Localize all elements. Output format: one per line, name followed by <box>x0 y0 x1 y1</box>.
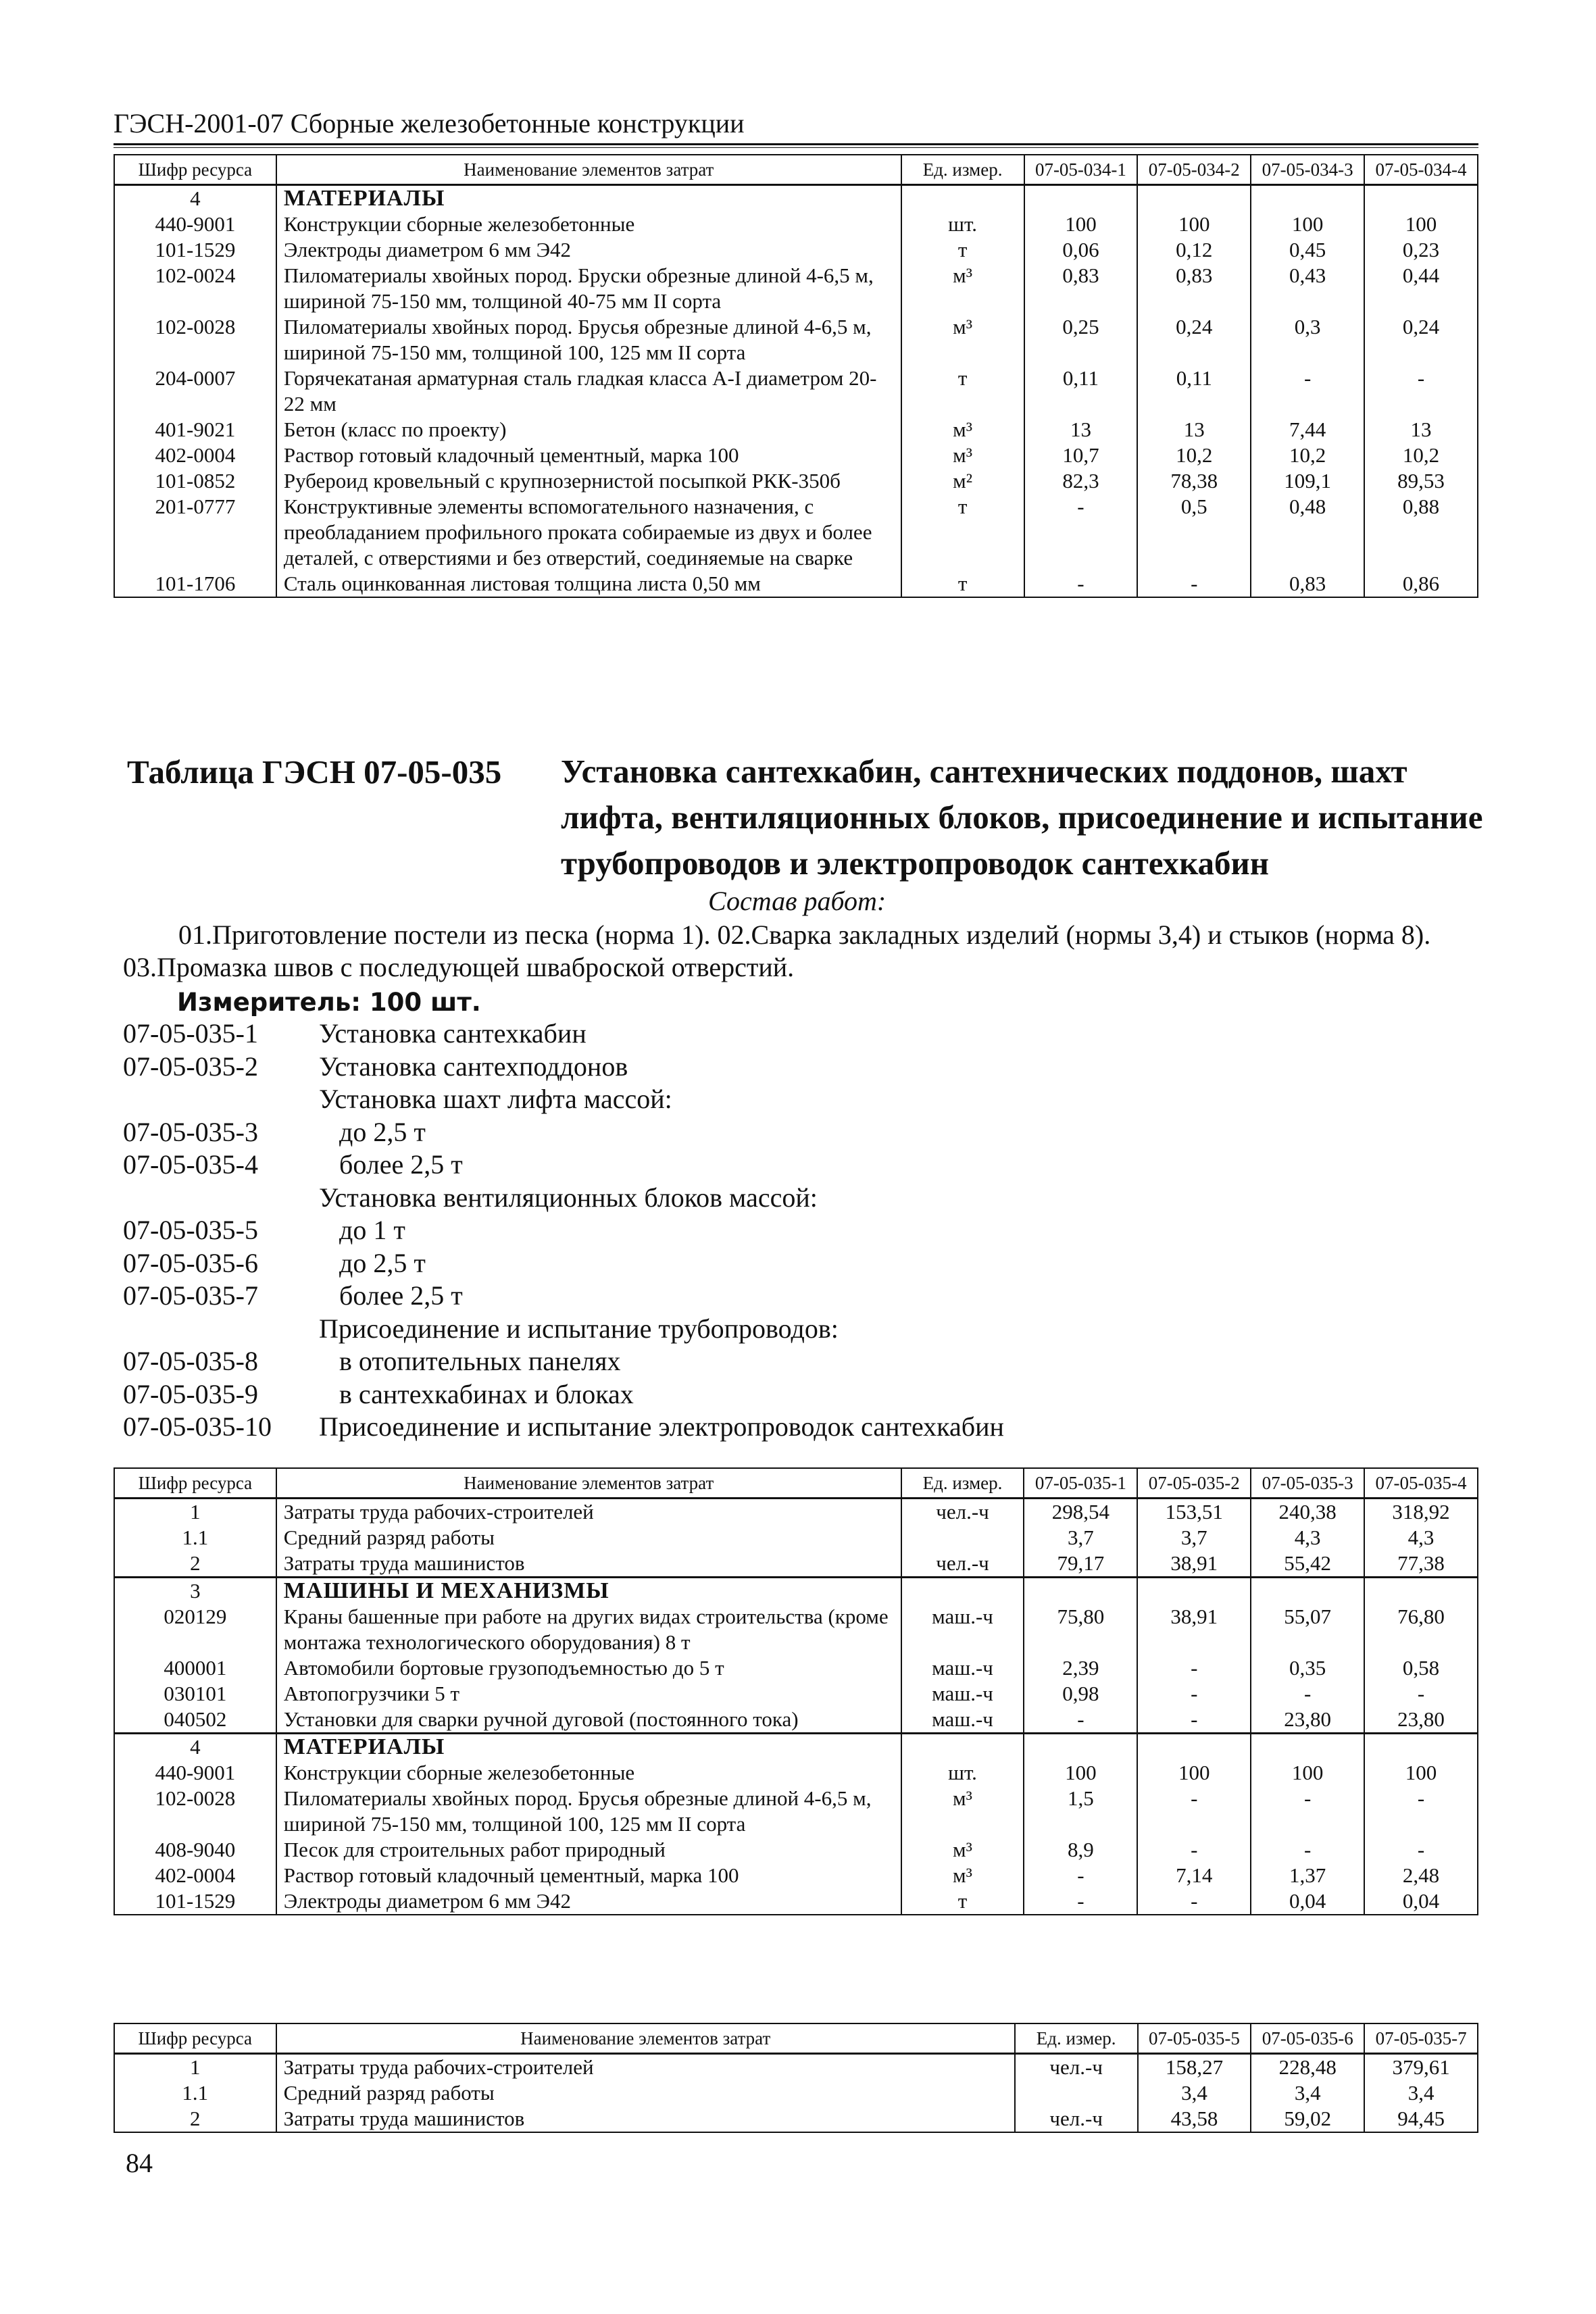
table-header-row <box>114 155 1478 185</box>
variant-row <box>123 1214 1004 1247</box>
resource-value <box>1364 1734 1478 1761</box>
resource-value: 0,58 <box>1364 1655 1478 1681</box>
variant-row <box>123 1247 1004 1280</box>
resource-value: 0,12 <box>1137 237 1251 263</box>
resource-code: 4 <box>114 185 276 212</box>
resource-code: 2 <box>114 1551 276 1578</box>
table-row <box>114 1863 1478 1888</box>
resource-value: 3,4 <box>1364 2080 1478 2106</box>
resource-value: 79,17 <box>1024 1551 1137 1578</box>
table-row <box>114 1604 1478 1655</box>
resource-code: 101-1706 <box>114 571 276 597</box>
variant-row <box>123 1083 1004 1116</box>
column-header: Наименование элементов затрат <box>276 1468 901 1499</box>
variant-code: 07-05-035-1 <box>123 1018 258 1049</box>
variant-text: до 1 т <box>339 1215 405 1245</box>
resource-name: Установки для сварки ручной дуговой (постоянного тока) <box>276 1707 901 1734</box>
resource-value <box>1364 185 1478 212</box>
resource-name: Горячекатаная арматурная сталь гладкая класса А-I диаметром 20-22 мм <box>276 366 901 417</box>
resource-name: Средний разряд работы <box>276 2080 1015 2106</box>
resource-value: 100 <box>1024 1760 1137 1786</box>
resource-value: 82,3 <box>1024 468 1138 494</box>
resource-value: 100 <box>1251 211 1364 237</box>
table-row <box>114 237 1478 263</box>
resource-unit: м³ <box>901 417 1024 443</box>
resource-code: 440-9001 <box>114 211 276 237</box>
resource-code: 401-9021 <box>114 417 276 443</box>
resource-code: 440-9001 <box>114 1760 276 1786</box>
resource-value: 89,53 <box>1364 468 1478 494</box>
resource-value: 13 <box>1137 417 1251 443</box>
table-row <box>114 1707 1478 1734</box>
resource-unit: м³ <box>901 1837 1024 1863</box>
table-label: Таблица ГЭСН 07-05-035 <box>127 753 502 790</box>
table-header-row <box>114 1468 1478 1499</box>
resource-value: - <box>1024 1863 1137 1888</box>
resource-value: 3,7 <box>1024 1525 1137 1551</box>
resource-value: 158,27 <box>1138 2054 1251 2081</box>
variant-code: 07-05-035-3 <box>123 1116 258 1147</box>
resource-value: 59,02 <box>1251 2106 1364 2132</box>
resource-value: - <box>1364 1786 1478 1837</box>
variant-code: 07-05-035-4 <box>123 1149 258 1180</box>
resource-value: - <box>1251 366 1364 417</box>
resource-code: 102-0028 <box>114 314 276 366</box>
resource-code: 101-0852 <box>114 468 276 494</box>
resource-value: 228,48 <box>1251 2054 1364 2081</box>
resource-code: 020129 <box>114 1604 276 1655</box>
table-row <box>114 1681 1478 1707</box>
measure-unit: Измеритель: 100 шт. <box>177 988 481 1017</box>
resource-value <box>1024 1578 1137 1605</box>
variant-code: 07-05-035-6 <box>123 1247 258 1278</box>
variant-row <box>123 1051 1004 1084</box>
resource-name: Раствор готовый кладочный цементный, марка 100 <box>276 443 901 468</box>
table-row <box>114 1551 1478 1578</box>
resource-value: 38,91 <box>1137 1551 1251 1578</box>
resource-value: 0,24 <box>1364 314 1478 366</box>
resource-value: - <box>1364 1681 1478 1707</box>
resource-name: Песок для строительных работ природный <box>276 1837 901 1863</box>
resource-value: 0,04 <box>1364 1888 1478 1915</box>
resource-value: 2,48 <box>1364 1863 1478 1888</box>
resource-value: 55,07 <box>1251 1604 1364 1655</box>
resource-value: - <box>1137 1786 1251 1837</box>
resource-name: МАТЕРИАЛЫ <box>276 1734 901 1761</box>
norm-variants-list <box>123 1017 1004 1444</box>
works-paragraph-2: 03.Промазка швов с последующей шваброской отверстий. <box>123 952 795 982</box>
column-header: 07-05-034-3 <box>1251 155 1364 185</box>
resource-unit: чел.-ч <box>901 1499 1024 1526</box>
resource-unit: маш.-ч <box>901 1707 1024 1734</box>
resource-name: Затраты труда машинистов <box>276 2106 1015 2132</box>
variant-row <box>123 1116 1004 1149</box>
variant-row <box>123 1182 1004 1215</box>
variant-text: более 2,5 т <box>339 1280 463 1311</box>
header-rule-thin <box>114 147 1478 148</box>
variant-code: 07-05-035-10 <box>123 1411 272 1442</box>
resource-value: 318,92 <box>1364 1499 1478 1526</box>
resource-value <box>1137 185 1251 212</box>
column-header: 07-05-034-2 <box>1137 155 1251 185</box>
resource-name: Электроды диаметром 6 мм Э42 <box>276 1888 901 1915</box>
resource-value: 77,38 <box>1364 1551 1478 1578</box>
column-header: Шифр ресурса <box>114 2023 276 2054</box>
resource-value: 0,25 <box>1024 314 1138 366</box>
resource-value: 3,7 <box>1137 1525 1251 1551</box>
variant-text: до 2,5 т <box>339 1247 426 1278</box>
variant-code: 07-05-035-7 <box>123 1280 258 1311</box>
resource-unit: м³ <box>901 1786 1024 1837</box>
variant-text: более 2,5 т <box>339 1149 463 1180</box>
resource-code: 2 <box>114 2106 276 2132</box>
resource-unit: м² <box>901 468 1024 494</box>
table-row <box>114 1786 1478 1837</box>
column-header: Ед. измер. <box>1015 2023 1138 2054</box>
table-row <box>114 571 1478 597</box>
resource-name: Конструкции сборные железобетонные <box>276 211 901 237</box>
resource-value: 75,80 <box>1024 1604 1137 1655</box>
resource-value: 43,58 <box>1138 2106 1251 2132</box>
resource-value: 10,7 <box>1024 443 1138 468</box>
page-header <box>114 108 1478 139</box>
resource-table-035-1-4 <box>114 1467 1478 1915</box>
table-row <box>114 2080 1478 2106</box>
resource-unit: м³ <box>901 263 1024 314</box>
table-row <box>114 2106 1478 2132</box>
resource-value: 0,98 <box>1024 1681 1137 1707</box>
resource-value: - <box>1251 1786 1364 1837</box>
resource-value: - <box>1251 1681 1364 1707</box>
resource-value: 153,51 <box>1137 1499 1251 1526</box>
resource-name: МАТЕРИАЛЫ <box>276 185 901 212</box>
resource-value: 0,5 <box>1137 494 1251 571</box>
header-rule <box>114 143 1478 145</box>
resource-unit: т <box>901 1888 1024 1915</box>
resource-name: Автопогрузчики 5 т <box>276 1681 901 1707</box>
column-header: Наименование элементов затрат <box>276 155 901 185</box>
resource-unit: чел.-ч <box>1015 2054 1138 2081</box>
resource-unit: маш.-ч <box>901 1655 1024 1681</box>
resource-name: Затраты труда рабочих-строителей <box>276 2054 1015 2081</box>
resource-name: Конструкции сборные железобетонные <box>276 1760 901 1786</box>
column-header: Ед. измер. <box>901 1468 1024 1499</box>
resource-unit: маш.-ч <box>901 1604 1024 1655</box>
resource-value: 7,14 <box>1137 1863 1251 1888</box>
table-row <box>114 314 1478 366</box>
table-header-row <box>114 2023 1478 2054</box>
resource-name: Средний разряд работы <box>276 1525 901 1551</box>
resource-value: 298,54 <box>1024 1499 1137 1526</box>
variant-row <box>123 1017 1004 1051</box>
variant-text: Установка вентиляционных блоков массой: <box>319 1182 818 1213</box>
resource-unit <box>901 1525 1024 1551</box>
table-row <box>114 494 1478 571</box>
resource-value: 0,06 <box>1024 237 1138 263</box>
resource-code: 3 <box>114 1578 276 1605</box>
resource-value: 0,35 <box>1251 1655 1364 1681</box>
resource-value: 240,38 <box>1251 1499 1364 1526</box>
table-row <box>114 263 1478 314</box>
resource-value <box>1024 185 1138 212</box>
table-row <box>114 211 1478 237</box>
resource-unit <box>901 1734 1024 1761</box>
table-row <box>114 1655 1478 1681</box>
resource-value: 0,11 <box>1024 366 1138 417</box>
page-header-title: ГЭСН-2001-07 Сборные железобетонные конструкции <box>114 108 745 139</box>
column-header: 07-05-035-7 <box>1364 2023 1478 2054</box>
resource-value: 0,86 <box>1364 571 1478 597</box>
resource-value: - <box>1024 494 1138 571</box>
resource-value: 78,38 <box>1137 468 1251 494</box>
resource-value: 7,44 <box>1251 417 1364 443</box>
resource-code: 204-0007 <box>114 366 276 417</box>
resource-value: 0,43 <box>1251 263 1364 314</box>
resource-code: 030101 <box>114 1681 276 1707</box>
resource-value: 55,42 <box>1251 1551 1364 1578</box>
resource-code: 1.1 <box>114 2080 276 2106</box>
variant-text: Присоединение и испытание электропроводок сантехкабин <box>319 1411 1004 1442</box>
resource-code: 1 <box>114 2054 276 2081</box>
resource-value: - <box>1251 1837 1364 1863</box>
resource-name: Пиломатериалы хвойных пород. Бруски обрезные длиной 4-6,5 м, шириной 75-150 мм, толщиной 40-75 мм II сорта <box>276 263 901 314</box>
resource-value: 10,2 <box>1364 443 1478 468</box>
resource-value: - <box>1137 1655 1251 1681</box>
resource-code: 402-0004 <box>114 443 276 468</box>
table-row <box>114 1578 1478 1605</box>
resource-value: 0,04 <box>1251 1888 1364 1915</box>
resource-table-034 <box>114 154 1478 598</box>
resource-code: 1 <box>114 1499 276 1526</box>
resource-code: 201-0777 <box>114 494 276 571</box>
variant-code: 07-05-035-9 <box>123 1378 258 1409</box>
resource-value: 38,91 <box>1137 1604 1251 1655</box>
resource-unit: т <box>901 366 1024 417</box>
resource-name: Краны башенные при работе на других видах строительства (кроме монтажа технологического оборудования) 8 т <box>276 1604 901 1655</box>
resource-value: 76,80 <box>1364 1604 1478 1655</box>
resource-value: 1,5 <box>1024 1786 1137 1837</box>
resource-value: 379,61 <box>1364 2054 1478 2081</box>
resource-value: 100 <box>1137 211 1251 237</box>
variant-row <box>123 1313 1004 1346</box>
variant-code: 07-05-035-2 <box>123 1051 258 1082</box>
resource-unit: т <box>901 237 1024 263</box>
resource-value: 0,3 <box>1251 314 1364 366</box>
table-row <box>114 1760 1478 1786</box>
resource-value: 2,39 <box>1024 1655 1137 1681</box>
resource-unit: шт. <box>901 1760 1024 1786</box>
resource-value: 10,2 <box>1137 443 1251 468</box>
column-header: 07-05-035-1 <box>1024 1468 1137 1499</box>
resource-value <box>1137 1734 1251 1761</box>
works-paragraph-1: 01.Приготовление постели из песка (норма 1). 02.Сварка закладных изделий (нормы 3,4) и стыков (норма 8). <box>178 920 1431 950</box>
table-row <box>114 1837 1478 1863</box>
resource-value: 4,3 <box>1364 1525 1478 1551</box>
resource-code: 400001 <box>114 1655 276 1681</box>
resource-code: 102-0028 <box>114 1786 276 1837</box>
resource-value: 23,80 <box>1364 1707 1478 1734</box>
table-row <box>114 1888 1478 1915</box>
resource-value: 0,11 <box>1137 366 1251 417</box>
resource-value: 13 <box>1364 417 1478 443</box>
table-row <box>114 2054 1478 2081</box>
column-header: Шифр ресурса <box>114 1468 276 1499</box>
column-header: 07-05-035-4 <box>1364 1468 1478 1499</box>
column-header: 07-05-035-6 <box>1251 2023 1364 2054</box>
resource-name: Затраты труда машинистов <box>276 1551 901 1578</box>
resource-unit <box>901 1578 1024 1605</box>
column-header: 07-05-035-5 <box>1138 2023 1251 2054</box>
resource-unit <box>1015 2080 1138 2106</box>
resource-value: 0,83 <box>1251 571 1364 597</box>
resource-name: Затраты труда рабочих-строителей <box>276 1499 901 1526</box>
resource-value: - <box>1137 571 1251 597</box>
resource-name: Автомобили бортовые грузоподъемностью до 5 т <box>276 1655 901 1681</box>
column-header: 07-05-034-1 <box>1024 155 1138 185</box>
resource-value <box>1251 1734 1364 1761</box>
resource-value: 0,88 <box>1364 494 1478 571</box>
resource-name: Конструктивные элементы вспомогательного назначения, с преобладанием профильного проката собираемые из двух и более деталей, с отверстиями и без отверстий, соединяемые на сварке <box>276 494 901 571</box>
resource-code: 040502 <box>114 1707 276 1734</box>
resource-value: 13 <box>1024 417 1138 443</box>
resource-code: 402-0004 <box>114 1863 276 1888</box>
table-row <box>114 443 1478 468</box>
resource-value: 100 <box>1024 211 1138 237</box>
table-row <box>114 1734 1478 1761</box>
resource-value: 0,24 <box>1137 314 1251 366</box>
resource-unit: чел.-ч <box>1015 2106 1138 2132</box>
resource-value: 3,4 <box>1251 2080 1364 2106</box>
resource-code: 408-9040 <box>114 1837 276 1863</box>
resource-value: 94,45 <box>1364 2106 1478 2132</box>
column-header: 07-05-035-3 <box>1251 1468 1364 1499</box>
variant-text: в сантехкабинах и блоках <box>339 1378 634 1409</box>
resource-value: - <box>1137 1681 1251 1707</box>
variant-code: 07-05-035-8 <box>123 1346 258 1376</box>
works-description <box>123 919 1495 984</box>
resource-code: 102-0024 <box>114 263 276 314</box>
section-title: Установка сантехкабин, сантехнических поддонов, шахт лифта, вентиляционных блоков, присоединение и испытание трубопроводов и электропроводок сантехкабин <box>561 753 1483 882</box>
resource-value: 0,83 <box>1137 263 1251 314</box>
resource-value: 10,2 <box>1251 443 1364 468</box>
resource-value: 100 <box>1137 1760 1251 1786</box>
variant-text: Присоединение и испытание трубопроводов: <box>319 1313 839 1344</box>
variant-text: в отопительных панелях <box>339 1346 621 1376</box>
resource-table-035-5-7 <box>114 2023 1478 2133</box>
variant-row <box>123 1149 1004 1182</box>
resource-value: 23,80 <box>1251 1707 1364 1734</box>
resource-value: 100 <box>1364 1760 1478 1786</box>
column-header: 07-05-035-2 <box>1137 1468 1251 1499</box>
resource-value: 0,23 <box>1364 237 1478 263</box>
resource-name: Пиломатериалы хвойных пород. Брусья обрезные длиной 4-6,5 м, шириной 75-150 мм, толщиной 100, 125 мм II сорта <box>276 1786 901 1837</box>
table-row <box>114 468 1478 494</box>
column-header: Наименование элементов затрат <box>276 2023 1015 2054</box>
variant-text: Установка сантехкабин <box>319 1018 587 1049</box>
resource-value: 100 <box>1364 211 1478 237</box>
resource-code: 4 <box>114 1734 276 1761</box>
resource-value: 0,44 <box>1364 263 1478 314</box>
resource-value: 109,1 <box>1251 468 1364 494</box>
resource-value: 0,83 <box>1024 263 1138 314</box>
column-header: 07-05-034-4 <box>1364 155 1478 185</box>
variant-text: Установка сантехподдонов <box>319 1051 628 1082</box>
resource-value: 100 <box>1251 1760 1364 1786</box>
variant-code <box>123 1313 319 1346</box>
column-header: Шифр ресурса <box>114 155 276 185</box>
resource-value: 1,37 <box>1251 1863 1364 1888</box>
variant-text: Установка шахт лифта массой: <box>319 1084 672 1114</box>
resource-name: Электроды диаметром 6 мм Э42 <box>276 237 901 263</box>
resource-name: Раствор готовый кладочный цементный, марка 100 <box>276 1863 901 1888</box>
column-header: Ед. измер. <box>901 155 1024 185</box>
works-heading: Состав работ: <box>708 886 887 916</box>
resource-unit: м³ <box>901 1863 1024 1888</box>
resource-value: 4,3 <box>1251 1525 1364 1551</box>
variant-row <box>123 1345 1004 1378</box>
table-row <box>114 1525 1478 1551</box>
resource-value: - <box>1364 366 1478 417</box>
resource-value: - <box>1024 571 1138 597</box>
resource-value <box>1137 1578 1251 1605</box>
resource-unit: т <box>901 571 1024 597</box>
resource-code: 101-1529 <box>114 237 276 263</box>
resource-unit: м³ <box>901 314 1024 366</box>
resource-value <box>1024 1734 1137 1761</box>
table-row <box>114 1499 1478 1526</box>
resource-unit: шт. <box>901 211 1024 237</box>
variant-code <box>123 1083 319 1116</box>
resource-unit: м³ <box>901 443 1024 468</box>
variant-text: до 2,5 т <box>339 1116 426 1147</box>
resource-unit: чел.-ч <box>901 1551 1024 1578</box>
resource-value: 0,45 <box>1251 237 1364 263</box>
resource-value <box>1251 1578 1364 1605</box>
resource-name: Сталь оцинкованная листовая толщина листа 0,50 мм <box>276 571 901 597</box>
variant-row <box>123 1280 1004 1313</box>
resource-value: 0,48 <box>1251 494 1364 571</box>
page-number: 84 <box>126 2148 153 2178</box>
resource-unit <box>901 185 1024 212</box>
resource-value <box>1364 1578 1478 1605</box>
resource-value: - <box>1137 1888 1251 1915</box>
resource-value: 8,9 <box>1024 1837 1137 1863</box>
resource-name: Рубероид кровельный с крупнозернистой посыпкой РКК-350б <box>276 468 901 494</box>
variant-code: 07-05-035-5 <box>123 1215 258 1245</box>
resource-code: 1.1 <box>114 1525 276 1551</box>
resource-name: МАШИНЫ И МЕХАНИЗМЫ <box>276 1578 901 1605</box>
variant-code <box>123 1182 319 1215</box>
table-row <box>114 366 1478 417</box>
table-row <box>114 185 1478 212</box>
resource-value <box>1251 185 1364 212</box>
resource-value: - <box>1364 1837 1478 1863</box>
resource-value: - <box>1024 1888 1137 1915</box>
resource-value: - <box>1137 1707 1251 1734</box>
table-row <box>114 417 1478 443</box>
resource-unit: т <box>901 494 1024 571</box>
resource-value: - <box>1137 1837 1251 1863</box>
resource-name: Бетон (класс по проекту) <box>276 417 901 443</box>
variant-row <box>123 1378 1004 1411</box>
resource-code: 101-1529 <box>114 1888 276 1915</box>
resource-name: Пиломатериалы хвойных пород. Брусья обрезные длиной 4-6,5 м, шириной 75-150 мм, толщиной 100, 125 мм II сорта <box>276 314 901 366</box>
variant-row <box>123 1411 1004 1444</box>
resource-value: 3,4 <box>1138 2080 1251 2106</box>
resource-unit: маш.-ч <box>901 1681 1024 1707</box>
resource-value: - <box>1024 1707 1137 1734</box>
